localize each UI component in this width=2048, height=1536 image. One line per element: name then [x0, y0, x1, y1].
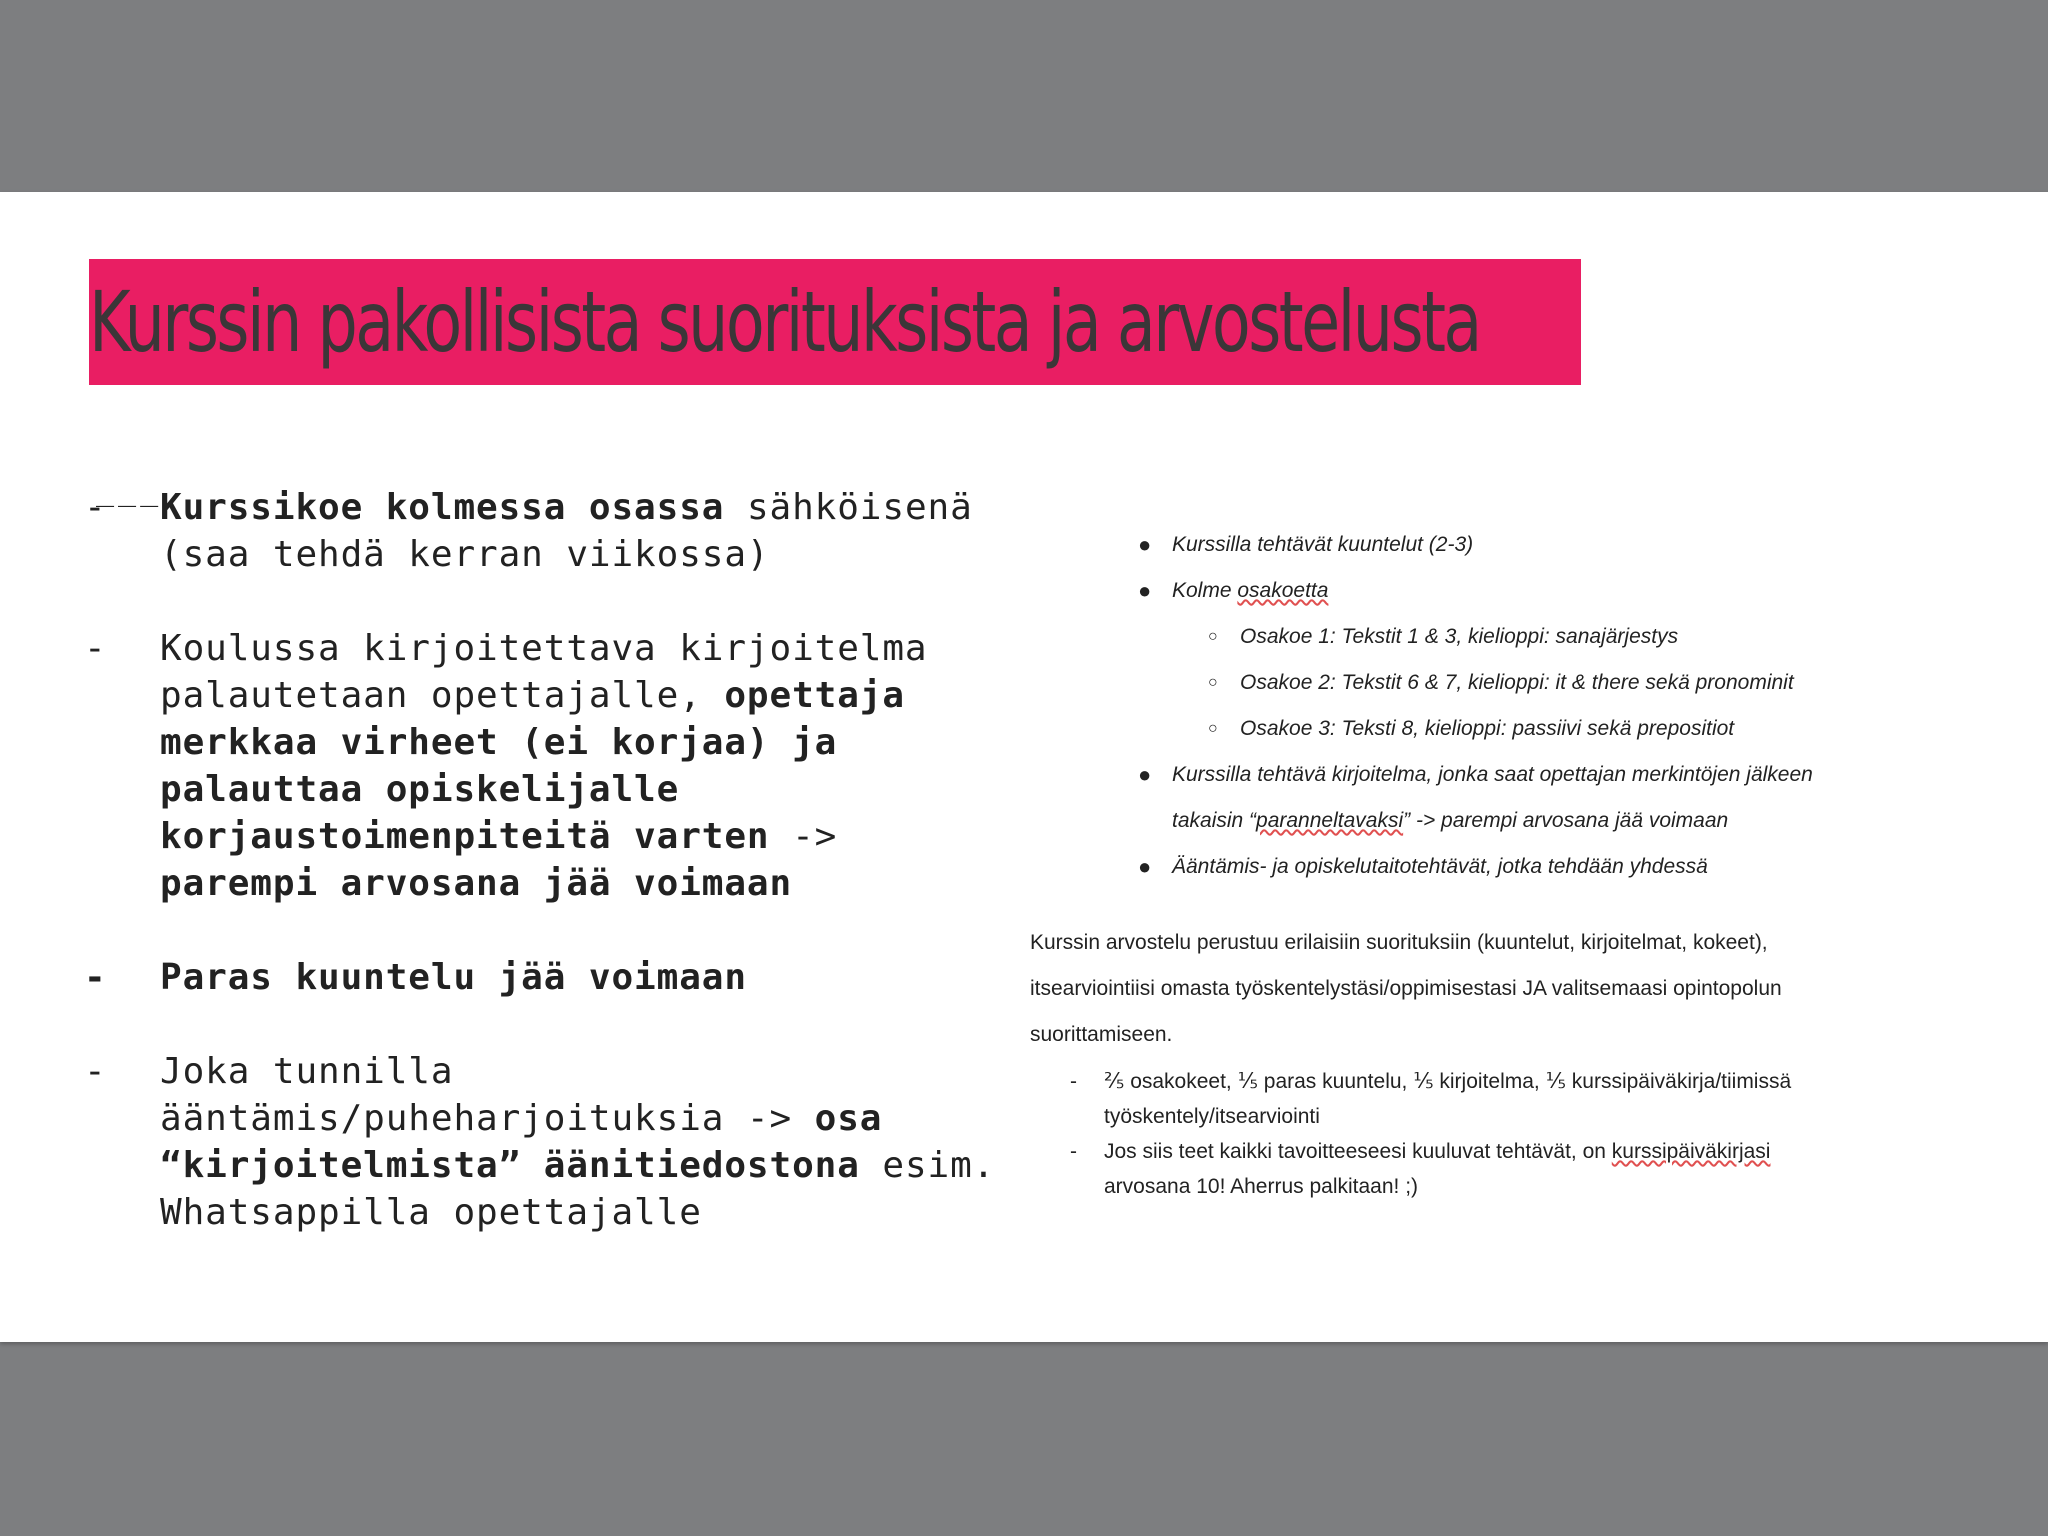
list-item — [1030, 752, 1830, 798]
list-item-text: Kolme — [1172, 579, 1238, 602]
dash-bullet: - — [1070, 1070, 1077, 1093]
title-bar — [89, 259, 1581, 385]
list-item-text: takaisin “ — [1172, 809, 1257, 832]
grading-item — [1030, 1064, 1830, 1134]
bullet-kurssikoe-text: sähköisenä (saa tehdä kerran viikossa) — [160, 487, 973, 575]
bullet-aantamis — [80, 1048, 1010, 1236]
bullet-aantamis-text: Joka tunnilla ääntämis/puheharjoituksia -> — [160, 1051, 815, 1139]
dash-bullet: - — [1070, 1140, 1077, 1163]
circle-bullet-icon: ○ — [1208, 674, 1218, 691]
list-item — [1030, 522, 1830, 568]
grading-list — [1030, 1064, 1830, 1204]
list-item-text: Kurssilla tehtävä kirjoitelma, jonka saat opettajan merkintöjen jälkeen — [1172, 763, 1813, 786]
list-item-text: Kurssilla tehtävät kuuntelut (2-3) — [1172, 533, 1474, 556]
sub-list-item-text: Osakoe 2: Tekstit 6 & 7, kielioppi: it & there sekä pronominit — [1240, 671, 1794, 694]
bullet-dash: - — [84, 1051, 107, 1092]
left-bullet-list — [80, 484, 1010, 1283]
title-underline-rule: ___ — [96, 473, 163, 508]
sub-list-item — [1030, 706, 1830, 752]
bullet-dash: - — [84, 487, 107, 528]
bullet-kirjoitelma — [80, 625, 1010, 907]
spellcheck-word: paranneltavaksi — [1256, 809, 1404, 832]
bullet-kurssikoe — [80, 484, 1010, 578]
list-item-text: Ääntämis- ja opiskelutaitotehtävät, jotka tehdään yhdessä — [1172, 855, 1708, 878]
grading-item — [1030, 1134, 1830, 1204]
slide — [0, 192, 2048, 1342]
bullet-aantamis-bold: osa “kirjoitelmista” äänitiedostona — [160, 1098, 883, 1186]
bullet-kirjoitelma-text: Koulussa kirjoitettava kirjoitelma palautetaan opettajalle, — [160, 628, 928, 716]
bullet-dot-icon: ● — [1138, 762, 1152, 787]
bullet-dot-icon: ● — [1138, 578, 1152, 603]
sub-list-item — [1030, 660, 1830, 706]
bullet-dash: - — [84, 957, 107, 998]
bullet-dot-icon: ● — [1138, 532, 1152, 557]
bullet-aantamis-rest: esim. Whatsappilla opettajalle — [160, 1145, 996, 1233]
bullet-kuuntelu-bold: Paras kuuntelu jää voimaan — [160, 957, 747, 998]
grading-item-text: Jos siis teet kaikki tavoitteeseesi kuuluvat tehtävät, on — [1104, 1140, 1612, 1163]
bullet-kirjoitelma-arrow: -> — [769, 816, 838, 857]
bullet-kirjoitelma-bold-end: parempi arvosana jää voimaan — [160, 863, 793, 904]
circle-bullet-icon: ○ — [1208, 720, 1218, 737]
list-item — [1030, 568, 1830, 614]
grading-item-text: ⅖ osakokeet, ⅕ paras kuuntelu, ⅕ kirjoitelma, ⅕ kurssipäiväkirja/tiimissä työskentely/itsearviointi — [1104, 1070, 1792, 1128]
grading-item-text: arvosana 10! Aherrus palkitaan! ;) — [1104, 1175, 1419, 1198]
bullet-dash: - — [84, 628, 107, 669]
slide-title: Kurssin pakollisista suorituksista ja arvostelusta — [89, 273, 1480, 371]
sub-list-item-text: Osakoe 3: Teksti 8, kielioppi: passiivi sekä prepositiot — [1240, 717, 1735, 740]
bullet-dot-icon: ● — [1138, 854, 1152, 879]
sub-list-item — [1030, 614, 1830, 660]
spellcheck-word: osakoetta — [1237, 579, 1329, 602]
list-item-text: ” -> parempi arvosana jää voimaan — [1403, 809, 1729, 832]
bullet-kurssikoe-bold: Kurssikoe kolmessa osassa — [160, 487, 725, 528]
bullet-kuuntelu — [80, 954, 1010, 1001]
grading-paragraph: Kurssin arvostelu perustuu erilaisiin suorituksiin (kuuntelut, kirjoitelmat, kokeet), itsearviointiisi omasta työskentelystäsi/oppimisestasi JA valitsemaasi opintopolun suorittamiseen. — [1030, 931, 1782, 1046]
spellcheck-word: kurssipäiväkirjasi — [1611, 1140, 1771, 1163]
circle-bullet-icon: ○ — [1208, 628, 1218, 645]
sub-list-item-text: Osakoe 1: Tekstit 1 & 3, kielioppi: sanajärjestys — [1240, 625, 1679, 648]
list-item — [1030, 844, 1830, 890]
requirements-list — [1030, 522, 1830, 890]
embedded-document-image — [1030, 522, 1830, 1204]
bullet-kirjoitelma-bold: opettaja merkkaa virheet (ei korjaa) ja palauttaa opiskelijalle korjaustoimenpiteitä varten — [160, 675, 905, 857]
list-item-continuation — [1030, 798, 1830, 844]
